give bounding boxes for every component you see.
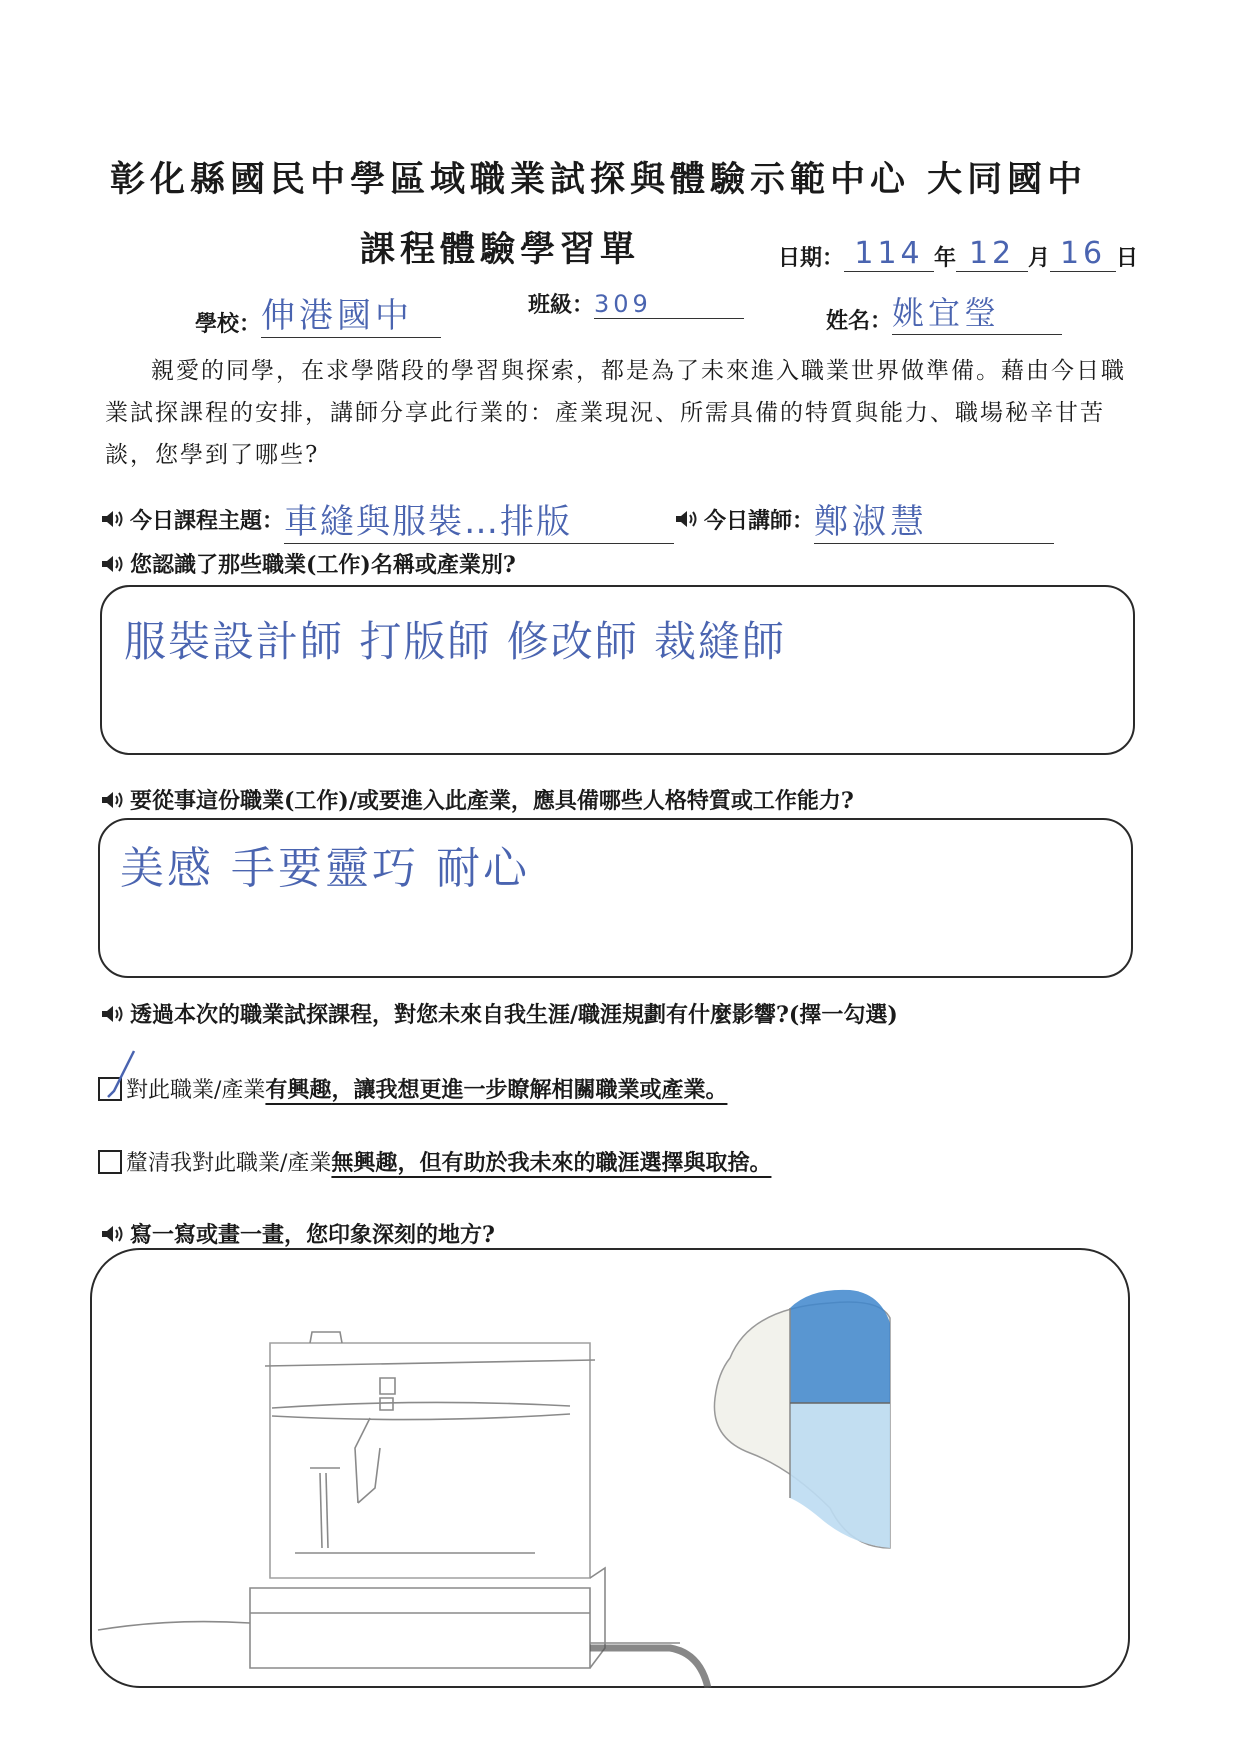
speaker-icon — [674, 508, 700, 530]
class-row — [528, 288, 744, 319]
intro-paragraph — [105, 350, 1145, 476]
option-interested-suffix: ，讓我想更進一步瞭解相關職業或產業。 — [331, 1077, 728, 1103]
name-row — [826, 288, 1062, 335]
name-label: 姓名： — [826, 308, 893, 334]
intro-text: 親愛的同學，在求學階段的學習與探索，都是為了未來進入職業世界做準備。藉由今日職業試探課程的安排，講師分享此行業的：產業現況、所需具備的特質與能力、職場秘辛甘苦談，您學到了哪些? — [105, 358, 1126, 468]
question-traits — [100, 784, 854, 815]
option-not-interested-checkbox[interactable] — [98, 1150, 122, 1174]
teacher-label: 今日講師： — [704, 507, 815, 534]
document-title: 彰化縣國民中學區域職業試探與體驗示範中心 大同國中 — [110, 159, 1088, 200]
option-interested — [98, 1073, 727, 1104]
question-impact — [100, 998, 898, 1029]
option-interested-emphasis: 有興趣 — [265, 1077, 332, 1103]
date-month-field[interactable]: 12 — [956, 236, 1028, 272]
date-row — [778, 236, 1138, 272]
name-field[interactable]: 姚宜瑩 — [892, 288, 1062, 335]
checkmark-icon — [104, 1049, 138, 1101]
date-day-unit: 日 — [1116, 245, 1139, 271]
date-month-unit: 月 — [1028, 245, 1051, 271]
speaker-icon — [100, 1223, 126, 1245]
class-field[interactable]: 309 — [594, 290, 744, 319]
speaker-icon — [100, 789, 126, 811]
option-interested-prefix: 對此職業/產業 — [126, 1078, 266, 1103]
answer-traits: 美感 手要靈巧 耐心 — [120, 843, 530, 894]
speaker-icon — [100, 508, 126, 530]
date-year-field[interactable]: 114 — [844, 236, 934, 272]
option-not-interested-emphasis: 無興趣 — [331, 1150, 398, 1176]
topic-label: 今日課程主題： — [130, 507, 285, 534]
question-occupations-text: 您認識了那些職業(工作)名稱或產業別? — [130, 552, 516, 578]
option-not-interested — [98, 1146, 771, 1177]
drawing-box[interactable] — [90, 1248, 1130, 1688]
teacher-field[interactable]: 鄭淑慧 — [814, 494, 1054, 544]
question-drawing-text: 寫一寫或畫一畫，您印象深刻的地方? — [130, 1222, 495, 1248]
date-label: 日期： — [778, 245, 845, 271]
option-not-interested-suffix: ，但有助於我未來的職涯選擇與取捨。 — [397, 1150, 772, 1176]
topic-field[interactable]: 車縫與服裝…排版 — [284, 494, 674, 544]
answer-box-occupations[interactable] — [100, 585, 1135, 755]
date-day-field[interactable]: 16 — [1050, 236, 1116, 272]
sketch-drawing — [90, 1248, 1130, 1688]
speaker-icon — [100, 1003, 126, 1025]
answer-box-traits[interactable] — [98, 818, 1133, 978]
option-not-interested-prefix: 釐清我對此職業/產業 — [126, 1151, 332, 1176]
document-subtitle: 課程體驗學習單 — [360, 229, 641, 270]
question-traits-text: 要從事這份職業(工作)/或要進入此產業，應具備哪些人格特質或工作能力? — [130, 788, 854, 814]
question-occupations — [100, 548, 516, 579]
answer-occupations: 服裝設計師 打版師 修改師 裁縫師 — [124, 617, 787, 666]
school-field[interactable]: 伸港國中 — [261, 288, 441, 338]
date-year-unit: 年 — [934, 245, 957, 271]
class-label: 班級： — [528, 292, 595, 318]
course-row — [100, 494, 1054, 544]
option-interested-checkbox[interactable] — [98, 1077, 122, 1101]
speaker-icon — [100, 553, 126, 575]
school-row — [195, 288, 441, 338]
school-label: 學校： — [195, 311, 262, 337]
question-impact-text: 透過本次的職業試探課程，對您未來自我生涯/職涯規劃有什麼影響?(擇一勾選) — [130, 1002, 898, 1028]
question-drawing — [100, 1218, 495, 1249]
